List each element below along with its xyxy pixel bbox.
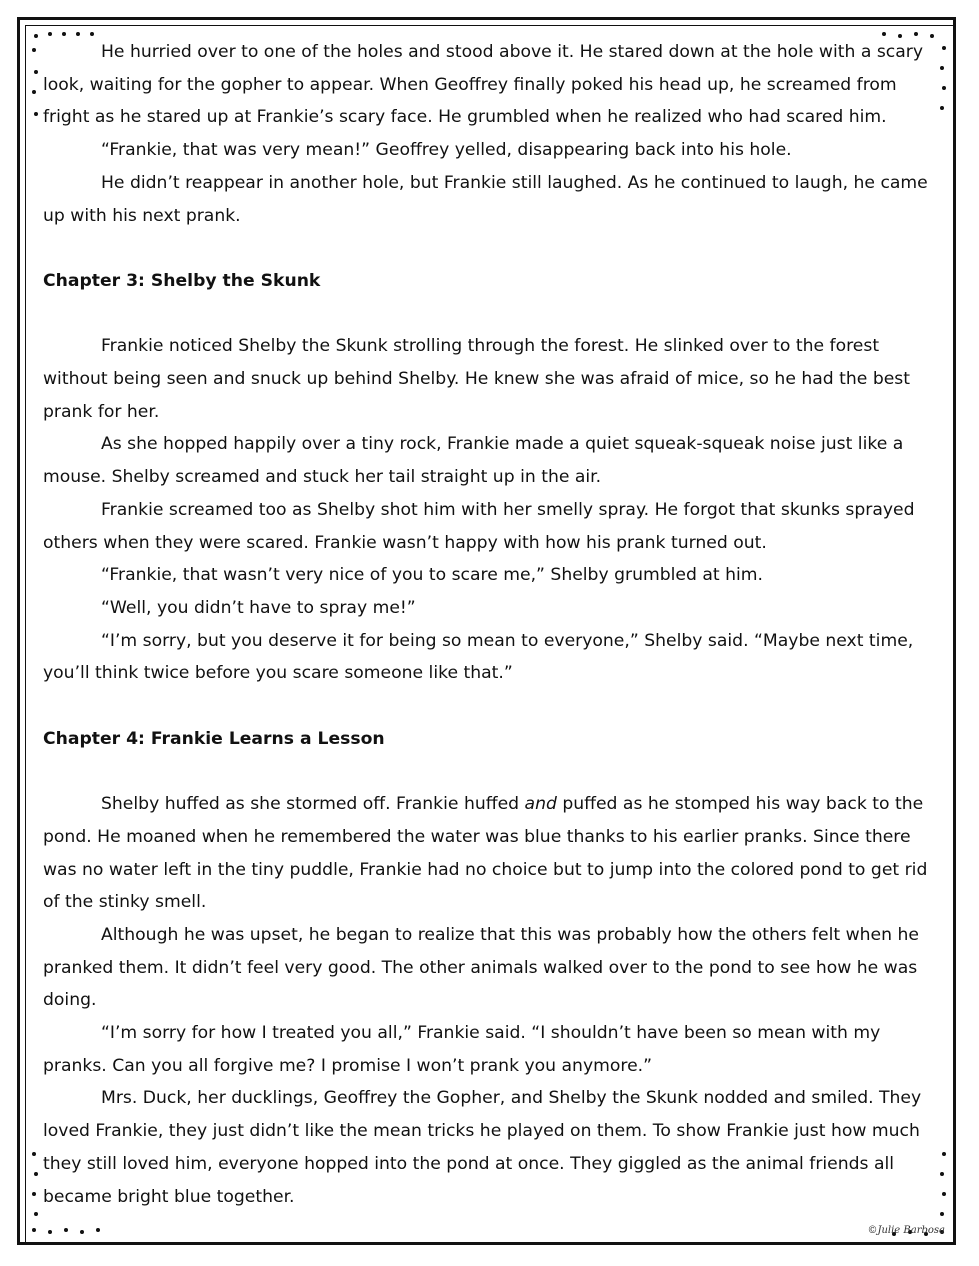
paragraph: Frankie screamed too as Shelby shot him with her smelly spray. He forgot that skunks sprayed others when they were scared. Frankie wasn’t happy with how his prank turned out. [43, 499, 915, 553]
paragraph: He didn’t reappear in another hole, but Frankie still laughed. As he continued to laugh, he came up with his next prank. [43, 172, 928, 226]
chapter-heading-3: Chapter 3: Shelby the Skunk [43, 270, 321, 291]
paragraph-text: Shelby huffed as she stormed off. Frankie huffed [101, 794, 525, 815]
paragraph: He hurried over to one of the holes and stood above it. He stared down at the hole with a scary look, waiting for the gopher to appear. When Geoffrey finally poked his head up, he screamed from fright as he stared up at Frankie’s scary face. He grumbled when he realized who had scared him. [43, 42, 924, 128]
paragraph-text: puffed as he stomped his way back to the pond. He moaned when he remembered the water was blue thanks to his earlier pranks. Since there was no water left in the tiny puddle, Frankie had no choice but to jump into the colored pond to get rid of the stinky smell. [43, 794, 928, 913]
paragraph: Frankie noticed Shelby the Skunk strolling through the forest. He slinked over to the forest without being seen and snuck up behind Shelby. He knew she was afraid of mice, so he had the best prank for her. [43, 336, 911, 422]
paragraph: “Frankie, that wasn’t very nice of you to scare me,” Shelby grumbled at him. [101, 565, 763, 586]
emphasis-text: and [524, 794, 557, 815]
paragraph: “I’m sorry, but you deserve it for being so mean to everyone,” Shelby said. “Maybe next time, you’ll think twice before you scare someone like that.” [43, 630, 914, 684]
chapter-heading-4: Chapter 4: Frankie Learns a Lesson [43, 728, 385, 749]
paragraph: “I’m sorry for how I treated you all,” Frankie said. “I shouldn’t have been so mean with my pranks. Can you all forgive me? I promise I won’t prank you anymore.” [43, 1023, 881, 1076]
paragraph: Although he was upset, he began to realize that this was probably how the others felt when he pranked them. It didn’t feel very good. The other animals walked over to the pond to see how he was doing. [43, 924, 919, 1011]
copyright-signature: ©Julie Barbosa [867, 1225, 945, 1236]
paragraph: As she hopped happily over a tiny rock, Frankie made a quiet squeak-squeak noise just like a mouse. Shelby screamed and stuck her tail straight up in the air. [43, 434, 904, 488]
paragraph [43, 788, 938, 919]
story-text [43, 36, 938, 1213]
paragraph: “Well, you didn’t have to spray me!” [101, 597, 416, 618]
paragraph: Mrs. Duck, her ducklings, Geoffrey the Gopher, and Shelby the Skunk nodded and smiled. They loved Frankie, they just didn’t like the mean tricks he played on them. To show Frankie just how much they still loved him, everyone hopped into the pond at once. They giggled as the animal friends all became bright blue together. [43, 1088, 922, 1207]
paragraph: “Frankie, that was very mean!” Geoffrey yelled, disappearing back into his hole. [101, 140, 792, 161]
